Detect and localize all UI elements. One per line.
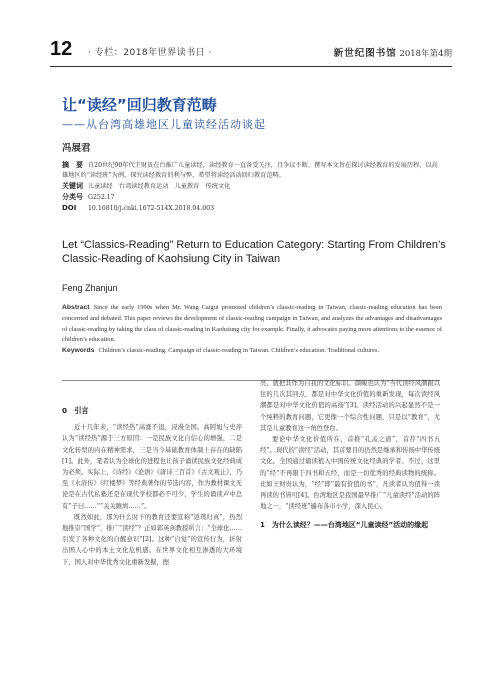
column-name: 专栏：2018年世界读书日 <box>94 48 206 58</box>
abstract-text: 自20世纪90年代王财贵在台推广儿童读经，读经教育一直备受关注，且争议不断。撰写本文旨在探讨读经教育的发展历程，以高雄地区的“读经班”为例，探究读经教育的利与弊，希望将读经活动回归教育范畴。 <box>62 162 438 179</box>
article-title-cn: 让“读经”回归教育范畴 <box>62 96 217 114</box>
author-en: Feng Zhanjun <box>62 283 118 293</box>
keywords-en-label: Keywords <box>62 347 95 355</box>
section-heading-1: 1 为什么读经？——台湾地区“儿童读经”活动的缘起 <box>260 521 429 530</box>
column-title <box>88 45 212 58</box>
keywords-en-text: Children’s classic-reading. Campaign of classic-reading in Taiwan. Children’s education. Traditional cultures. <box>98 347 380 355</box>
journal-info <box>334 45 452 59</box>
issue-number: 2018年第4期 <box>399 49 452 59</box>
abstract-label: 摘 要 <box>62 161 83 169</box>
keywords-cn <box>62 181 440 192</box>
keywords-text: 儿童读经 台湾读经教育运动 儿童教育 传统文化 <box>88 183 231 190</box>
section-heading-intro: 0 引言 <box>62 406 89 415</box>
page-header <box>50 40 452 67</box>
bullet: · <box>208 48 212 58</box>
abstract-cn <box>62 160 440 181</box>
doi-value[interactable]: 10.16810/j.cnki.1672-514X.2018.04.003 <box>88 205 215 212</box>
body-paragraph: 要论中华文化价值所在，首推“孔孟之道”，首荐“四书五经”。现代的“读经”活动，其首要目的仍然是继承和传扬中华传统文化。全国通过诵读植入中国传统文化经典的学者。不过，这里的“经”不再限于四书和五经，而是一切优秀的经典读物的统称。比如王财贵认为，“经”即“最有价值的书”，凡读者认为值得一读再读的书皆可[4]。台湾地区是我国最早推广“儿童读经”活动的阵地之一，“读经班”遍布各市小学，深入民心。 <box>260 436 440 511</box>
body-paragraph: 既然如此，那为什么时下的教育还要宣称“返璞归真”，热烈地推崇“国学”，推广“读经”？正如郭英剑教授所言：“全球化……引发了各种文化的自醒意识”[2]。这种“自觉”的宣传行为，折射出国人心中的本土文化危机感。在世界文化相互渗透的大环境下，国人对中华优秀文化重新发掘，擦 <box>62 513 242 566</box>
page-number: 12 <box>50 38 73 60</box>
body-paragraph: 近十几年来，“读经热”高涨不退，浸漫全国。高阿旭与史萍认为“读经热”源于三方原因：一是民族文化自信心的增强，二是文化转型的内在精神需求，三是当今基础教育体制上存在的缺陷[1]。此外，笔者认为全球化的进程也让孩子诵读民族文化经典成为必须。实际上，《诗经》《论语》《唐诗三百首》《古文观止》，乃至《水浒传》《红楼梦》等经典著作的节选内容，作为教材课文无论是在古代私塾还是在现代学校都必不可少，学生的诵读声中总有“子曰……”“关关雎鸠……”。 <box>62 424 242 510</box>
abstract-en <box>62 303 442 346</box>
body-column-left <box>62 405 242 568</box>
keywords-label: 关键词 <box>62 182 83 190</box>
body-paragraph: 亮，就把其作为自我的文化标识。颜峻也认为“当代读经风潮跟以往的几次其同点，都是对中华文化价值的重新发现，每次读经风潮都是对中华文化价值的高扬”[3]。读经活动的兴起显然不是一个纯粹的教育问题，它更像一个综合性问题，只是以“教育”，尤其是儿童教育这一角色登台。 <box>260 380 440 432</box>
journal-name: 新世纪图书馆 <box>333 48 397 59</box>
body-column-right <box>260 378 440 531</box>
article-subtitle-cn: ——从台湾高雄地区儿童读经活动谈起 <box>62 118 266 131</box>
article-title-en: Let “Classics-Reading” Return to Education Category: Starting From Children’s Classic-Reading of Kaohsiung City in Taiwan <box>62 239 446 265</box>
abstract-block-cn <box>62 160 440 214</box>
classification <box>62 192 440 203</box>
keywords-en <box>62 346 442 357</box>
abstract-en-label: Abstract <box>62 304 90 311</box>
bullet: · <box>88 48 92 58</box>
doi-label: DOI <box>62 204 77 212</box>
abstract-block-en <box>62 303 442 357</box>
class-label: 分类号 <box>62 193 83 201</box>
author-cn: 冯展君 <box>62 143 91 154</box>
class-number: G252.17 <box>88 194 115 201</box>
doi <box>62 203 440 214</box>
abstract-en-text: Since the early 1990s when Mr. Wang Caigui promoted children’s classic-reading in Taiwan, classic-reading education has been concerned and debated. This paper reviews the development of classic-reading campaign in Taiwan, and analyzes the advantages and disadvantages of classic-reading by taking the class of classic-reading in Kaohsiung city for example. Finally, it advocates paying more attentions to the essence of children’s education. <box>62 304 442 344</box>
